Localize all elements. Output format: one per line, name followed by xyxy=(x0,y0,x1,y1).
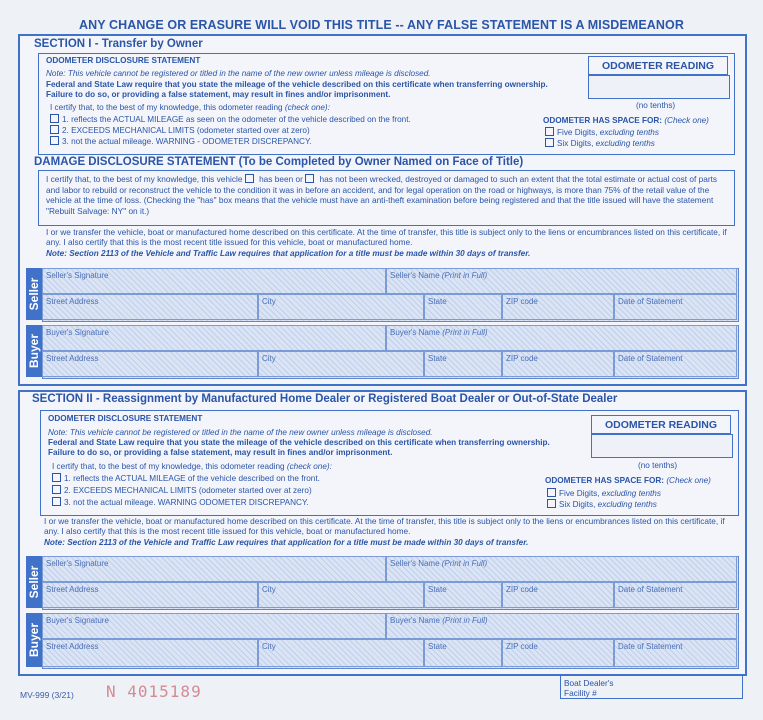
option-label: 1. reflects the ACTUAL MILEAGE of the vehicle described on the front. xyxy=(64,474,320,483)
odometer-note: Note: This vehicle cannot be registered or titled in the name of the new owner unless mileage is disclosed. xyxy=(46,69,431,78)
buyer-signature-field[interactable] xyxy=(42,325,386,351)
six-digits-label: Six Digits, xyxy=(557,139,596,148)
checkbox[interactable] xyxy=(52,497,61,506)
field-label: Buyer's Name xyxy=(390,328,443,337)
buyer-label: Buyer xyxy=(27,333,41,369)
field-label: City xyxy=(262,354,276,363)
buyer-date-field-2[interactable] xyxy=(614,639,737,667)
damage-disclosure-title: DAMAGE DISCLOSURE STATEMENT (To be Completed by Owner Named on Face of Title) xyxy=(34,156,524,168)
field-label: City xyxy=(262,642,276,651)
five-digits-label: Five Digits, xyxy=(557,128,600,137)
checkbox[interactable] xyxy=(52,473,61,482)
buyer-name-field[interactable] xyxy=(386,325,737,351)
section-1-title: SECTION I - Transfer by Owner xyxy=(34,38,203,50)
buyer-city-field-2[interactable] xyxy=(258,639,424,667)
field-label: State xyxy=(428,354,447,363)
seller-label: Seller xyxy=(27,277,41,311)
seller-date-field[interactable] xyxy=(614,294,737,320)
option-label: 1. reflects the ACTUAL MILEAGE as seen on the odometer of the vehicle described on the front. xyxy=(62,115,411,124)
checkbox[interactable] xyxy=(547,499,556,508)
no-tenths-label-2: (no tenths) xyxy=(638,461,678,470)
buyer-label-bar xyxy=(26,325,42,377)
buyer-state-field[interactable] xyxy=(424,351,502,377)
seller-street-field[interactable] xyxy=(42,294,258,320)
odometer-certify-2 xyxy=(52,462,332,472)
odometer-space-text: ODOMETER HAS SPACE FOR: xyxy=(545,476,667,485)
boat-dealer-facility-field[interactable] xyxy=(560,675,743,699)
buyer-date-field[interactable] xyxy=(614,351,737,377)
field-label: Date of Statement xyxy=(618,585,683,594)
odometer-space-hint: (Check one) xyxy=(666,476,711,485)
field-label: ZIP code xyxy=(506,354,538,363)
section-2-title: SECTION II - Reassignment by Manufactured Home Dealer or Registered Boat Dealer or Out-of-State Dealer xyxy=(32,393,618,405)
seller-state-field[interactable] xyxy=(424,294,502,320)
option-label: 2. EXCEEDS MECHANICAL LIMITS (odometer started over at zero) xyxy=(62,126,310,135)
field-label: Street Address xyxy=(46,354,99,363)
buyer-zip-field[interactable] xyxy=(502,351,614,377)
field-label: State xyxy=(428,642,447,651)
odometer-disclosure-title-2: ODOMETER DISCLOSURE STATEMENT xyxy=(48,414,203,423)
five-digits-option-2[interactable] xyxy=(547,488,661,499)
boat-dealer-label: Boat Dealer's xyxy=(564,678,614,688)
field-label: Date of Statement xyxy=(618,354,683,363)
odometer-space-label-2 xyxy=(545,476,711,486)
odometer-certify-hint: (check one): xyxy=(284,103,330,112)
five-digits-option[interactable] xyxy=(545,127,659,138)
seller-label-bar xyxy=(26,268,42,320)
odometer-law-2-2: Failure to do so, or providing a false statement, may result in fines and/or imprisonment. xyxy=(48,448,393,457)
checkbox[interactable] xyxy=(50,125,59,134)
buyer-zip-field-2[interactable] xyxy=(502,639,614,667)
field-label: Seller's Signature xyxy=(46,559,109,568)
seller-city-field-2[interactable] xyxy=(258,582,424,608)
odometer-space-text: ODOMETER HAS SPACE FOR: xyxy=(543,116,665,125)
damage-disclosure-text xyxy=(46,174,728,216)
field-hint: (Print in Full) xyxy=(441,559,488,568)
five-digits-hint: excluding tenths xyxy=(601,489,661,498)
field-hint: (Print in Full) xyxy=(441,271,488,280)
odometer-certify-hint: (check one): xyxy=(286,462,332,471)
damage-text-2: has been or xyxy=(256,174,306,184)
odometer-reading-input-2[interactable] xyxy=(591,434,733,458)
checkbox[interactable] xyxy=(545,127,554,136)
five-digits-label: Five Digits, xyxy=(559,489,602,498)
transfer-statement-2: I or we transfer the vehicle, boat or manufactured home described on this certificate. At the time of transfer, this title is subject only to the liens or encumbrances listed on this certificate, if any. I also certify that this is the most recent title issued for this vehicle, boat or manufactured home. xyxy=(44,516,725,536)
buyer-city-field[interactable] xyxy=(258,351,424,377)
field-label: Date of Statement xyxy=(618,642,683,651)
field-label: Seller's Name xyxy=(390,559,442,568)
seller-signature-field[interactable] xyxy=(42,268,386,294)
buyer-label-bar-2 xyxy=(26,613,42,667)
seller-date-field-2[interactable] xyxy=(614,582,737,608)
buyer-street-field[interactable] xyxy=(42,351,258,377)
buyer-label: Buyer xyxy=(27,622,41,658)
buyer-state-field-2[interactable] xyxy=(424,639,502,667)
transfer-statement: I or we transfer the vehicle, boat or manufactured home described on this certificate. At the time of transfer, this title is subject only to the liens or encumbrances listed on this certificate, if any. I also certify that this is the most recent title issued for this vehicle, boat or manufactured home. xyxy=(46,227,727,247)
field-label: Buyer's Signature xyxy=(46,328,109,337)
odometer-disclosure-title: ODOMETER DISCLOSURE STATEMENT xyxy=(46,56,201,65)
odometer-option-not-actual[interactable] xyxy=(50,136,312,147)
odometer-reading-label-2: ODOMETER READING xyxy=(591,415,731,434)
checkbox[interactable] xyxy=(50,114,59,123)
serial-number: N 4015189 xyxy=(106,682,202,701)
odometer-option-exceeds[interactable] xyxy=(50,125,310,136)
field-hint: (Print in Full) xyxy=(442,328,488,337)
option-label: 2. EXCEEDS MECHANICAL LIMITS (odometer started over at zero) xyxy=(64,486,312,495)
six-digits-label: Six Digits, xyxy=(559,500,598,509)
checkbox[interactable] xyxy=(545,138,554,147)
damage-text-1: I certify that, to the best of my knowledge, this vehicle xyxy=(46,174,245,184)
option-label: 3. not the actual mileage. WARNING - ODOMETER DISCREPANCY. xyxy=(62,137,312,146)
odometer-law-1-2: Federal and State Law require that you state the mileage of the vehicle described on this certificate when transferring ownership. xyxy=(48,438,550,447)
has-not-been-checkbox[interactable] xyxy=(305,174,314,183)
seller-label-bar-2 xyxy=(26,556,42,608)
six-digits-option-2[interactable] xyxy=(547,499,657,510)
seller-street-field-2[interactable] xyxy=(42,582,258,608)
odometer-note-2: Note: This vehicle cannot be registered or titled in the name of the new owner unless mileage is disclosed. xyxy=(48,428,433,437)
seller-signature-field-2[interactable] xyxy=(42,556,386,582)
seller-city-field[interactable] xyxy=(258,294,424,320)
six-digits-hint: excluding tenths xyxy=(595,139,655,148)
odometer-space-label xyxy=(543,116,709,126)
odometer-option-not-actual-2[interactable] xyxy=(52,497,309,508)
field-label: Street Address xyxy=(46,642,99,651)
no-tenths-label: (no tenths) xyxy=(636,101,676,110)
has-been-checkbox[interactable] xyxy=(245,174,254,183)
option-label: 3. not the actual mileage. WARNING ODOMETER DISCREPANCY. xyxy=(64,498,309,507)
form-number: MV-999 (3/21) xyxy=(20,690,74,700)
buyer-signature-field-2[interactable] xyxy=(42,613,386,639)
seller-name-field-2[interactable] xyxy=(386,556,737,582)
field-label: Street Address xyxy=(46,297,99,306)
transfer-note: Note: Section 2113 of the Vehicle and Traffic Law requires that application for a title must be made within 30 days of transfer. xyxy=(46,249,531,258)
field-label: State xyxy=(428,585,447,594)
seller-name-field[interactable] xyxy=(386,268,737,294)
six-digits-hint: excluding tenths xyxy=(597,500,657,509)
damage-text-3: has not been wrecked, destroyed or damaged to such an extent that the total estimate or actual cost of parts and labor to rebuild or reconstruct the vehicle to the condition it was in before an accident, and for legal operation on the road or highways, is more than 75% of the retail value of the vehicle at the time of loss. (Checking the "has" box means that the vehicle must have an anti-theft examination before being registered and that the title issued will have the statement "Rebuilt Salvage: NY" on it.) xyxy=(46,174,718,216)
field-label: City xyxy=(262,585,276,594)
odometer-certify xyxy=(50,103,330,113)
odometer-law-1: Federal and State Law require that you state the mileage of the vehicle described on this certificate when transferring ownership. xyxy=(46,80,548,89)
odometer-law-2: Failure to do so, or providing a false statement, may result in fines and/or imprisonment. xyxy=(46,90,391,99)
odometer-space-hint: (Check one) xyxy=(664,116,709,125)
odometer-reading-input[interactable] xyxy=(588,75,730,99)
field-label: ZIP code xyxy=(506,585,538,594)
odometer-option-actual[interactable] xyxy=(50,114,411,125)
void-warning: ANY CHANGE OR ERASURE WILL VOID THIS TITLE -- ANY FALSE STATEMENT IS A MISDEMEANOR xyxy=(79,18,684,32)
field-label: ZIP code xyxy=(506,642,538,651)
odometer-option-actual-2[interactable] xyxy=(52,473,320,484)
seller-state-field-2[interactable] xyxy=(424,582,502,608)
field-label: Seller's Name xyxy=(390,271,442,280)
checkbox[interactable] xyxy=(547,488,556,497)
field-label: State xyxy=(428,297,447,306)
field-label: ZIP code xyxy=(506,297,538,306)
odometer-certify-text: I certify that, to the best of my knowledge, this odometer reading xyxy=(50,103,285,112)
field-label: City xyxy=(262,297,276,306)
checkbox[interactable] xyxy=(50,136,59,145)
transfer-note-2: Note: Section 2113 of the Vehicle and Traffic Law requires that application for a title must be made within 30 days of transfer. xyxy=(44,538,529,547)
field-label: Buyer's Signature xyxy=(46,616,109,625)
field-label: Seller's Signature xyxy=(46,271,109,280)
seller-zip-field-2[interactable] xyxy=(502,582,614,608)
seller-label: Seller xyxy=(27,565,41,599)
buyer-name-field-2[interactable] xyxy=(386,613,737,639)
five-digits-hint: excluding tenths xyxy=(599,128,659,137)
odometer-option-exceeds-2[interactable] xyxy=(52,485,312,496)
field-label: Date of Statement xyxy=(618,297,683,306)
six-digits-option[interactable] xyxy=(545,138,655,149)
seller-zip-field[interactable] xyxy=(502,294,614,320)
checkbox[interactable] xyxy=(52,485,61,494)
field-hint: (Print in Full) xyxy=(442,616,488,625)
odometer-reading-label: ODOMETER READING xyxy=(588,56,728,75)
buyer-street-field-2[interactable] xyxy=(42,639,258,667)
field-label: Street Address xyxy=(46,585,99,594)
field-label: Buyer's Name xyxy=(390,616,443,625)
odometer-certify-text: I certify that, to the best of my knowledge, this odometer reading xyxy=(52,462,287,471)
facility-number-label: Facility # xyxy=(564,688,597,698)
